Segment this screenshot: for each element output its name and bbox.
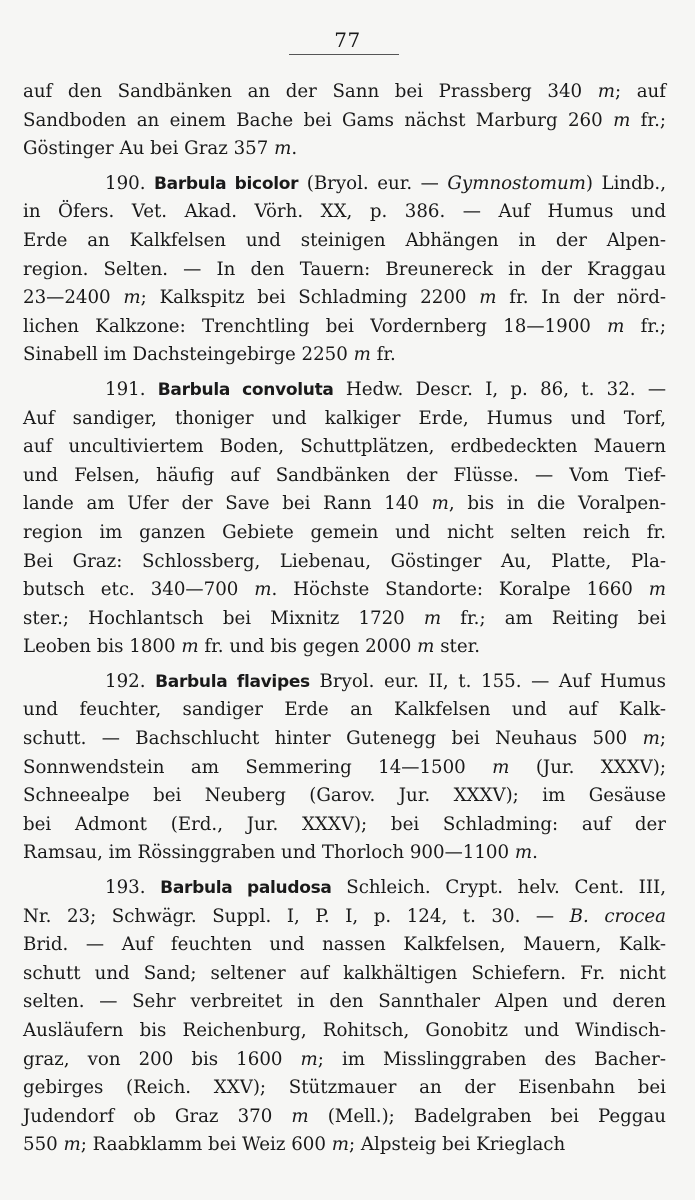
text-line [23,376,666,405]
text-line [23,256,666,285]
text-run: auf uncultiviertem Boden, Schuttplätzen, erdbedeckten Mauern [23,436,666,458]
italic-text: m [291,1105,309,1127]
text-line [23,78,666,107]
text-line [23,811,666,840]
text-line [23,548,666,577]
italic-text: m [331,1134,349,1156]
text-run: gebirges (Reich. XXV); Stützmauer an der Eisenbahn bei [23,1077,666,1099]
text-run: ) Lindb., [585,172,666,194]
text-line [23,227,666,256]
text-line [23,198,666,227]
text-line [23,782,666,811]
text-run: 192. [105,670,156,692]
italic-text: m [613,109,631,131]
text-run: ; auf [614,81,666,102]
text-run: Sinabell im Dachsteingebirge 2250 [23,344,354,366]
italic-text: m [274,138,292,160]
text-line [23,576,666,605]
text-line [23,633,666,662]
text-line [23,405,666,434]
text-run: ster.; Hochlantsch bei Mixnitz 1720 [23,607,424,629]
text-run: und Felsen, häufig auf Sandbänken der Flüsse. — Vom Tief- [23,464,666,486]
text-run: 190. [105,172,155,194]
italic-text: m [492,756,510,778]
text-line [23,960,666,989]
text-run: (Mell.); Badelgraben bei Peggau [308,1105,666,1127]
italic-text: m [642,728,660,750]
text-run: selten. — Sehr verbreitet in den Sannthaler Alpen und deren [23,991,666,1013]
text-line [23,170,666,199]
species-entry-190 [23,170,666,370]
text-run: ster. [434,636,481,658]
text-line [23,313,666,342]
text-line [23,725,666,754]
text-run: und feuchter, sandiger Erde an Kalkfelsen und auf Kalk- [23,699,666,721]
text-line [23,754,666,783]
text-run: auf den Sandbänken an der Sann bei Prassberg 340 [23,81,598,102]
text-line [23,284,666,313]
text-run: (Bryol. eur. — [298,172,448,194]
text-run: Nr. 23; Schwägr. Suppl. I, P. I, p. 124, t. 30. — [23,905,570,927]
text-run: Judendorf ob Graz 370 [23,1105,292,1127]
header-rule [289,54,399,55]
text-run: Sandboden an einem Bache bei Gams nächst Marburg 260 [23,109,614,131]
text-run: Schneealpe bei Neuberg (Garov. Jur. XXXV); im Gesäuse [23,785,666,807]
italic-text: m [123,287,141,309]
text-run: fr.; [624,315,666,337]
text-line [23,135,666,164]
species-entry-192 [23,668,666,868]
text-run: butsch etc. 340—700 [23,579,255,601]
species-entry-191 [23,376,666,662]
italic-text: B. crocea [569,905,666,927]
text-run: ; Kalkspitz bei Schladming 2200 [140,287,480,309]
italic-text: m [254,579,272,601]
text-run: Sonnwendstein am Semmering 14—1500 [23,756,493,778]
text-run: . [291,138,298,160]
text-run: fr. [370,344,396,366]
text-run: ; im Misslinggraben des Bacher- [317,1048,666,1070]
text-run: Bei Graz: Schlossberg, Liebenau, Göstinger Au, Platte, Pla- [23,550,666,572]
text-run: 191. [105,378,158,400]
text-run: Schleich. Crypt. helv. Cent. III, [331,877,666,899]
italic-text: m [423,607,442,629]
text-run: Ramsau, im Rössinggraben und Thorloch 900—1100 [23,842,515,864]
species-entry-193 [23,874,666,1160]
text-run: Ausläufern bis Reichenburg, Rohitsch, Gonobitz und Windisch- [23,1020,666,1041]
text-run: . [532,842,538,864]
text-run: Bryol. eur. II, t. 155. — Auf Humus [309,670,666,692]
italic-text: m [181,636,199,658]
text-run: region. Selten. — In den Tauern: Breunereck in der Kraggau [23,258,666,280]
text-run: Auf sandiger, thoniger und kalkiger Erde, Humus und Torf, [23,407,666,429]
italic-text: Gymnostomum [447,172,586,194]
italic-text: m [514,842,533,864]
text-run: Erde an Kalkfelsen und steinigen Abhängen in der Alpen- [23,229,666,251]
text-line [23,462,666,491]
text-line [23,839,666,868]
text-run: graz, von 200 bis 1600 [23,1048,301,1070]
species-name: Barbula flavipes [155,671,310,692]
text-line [23,519,666,548]
text-run: . Höchste Standorte: Koralpe 1660 [271,579,649,601]
text-run: (Jur. XXXV); [509,756,667,778]
text-run: Göstinger Au bei Graz 357 [23,138,275,160]
page-body [23,78,666,1166]
text-run: 23—2400 [23,287,124,309]
text-run: Brid. — Auf feuchten und nassen Kalkfelsen, Mauern, Kalk- [23,934,666,956]
text-run: ; [659,728,666,750]
text-run: region im ganzen Gebiete gemein und nicht selten reich fr. [23,521,666,543]
page-number: 77 [334,28,361,52]
text-line [23,1046,666,1075]
text-line [23,668,666,697]
text-run: ; Raabklamm bei Weiz 600 [80,1134,332,1156]
italic-text: m [63,1134,81,1156]
text-line [23,605,666,634]
text-run: fr. In der nörd- [496,287,666,309]
text-line [23,931,666,960]
text-run: fr. und bis gegen 2000 [198,636,418,658]
text-run: 193. [105,877,161,899]
text-line [23,874,666,903]
text-run: fr.; am Reiting bei [441,607,667,629]
text-run: Hedw. Descr. I, p. 86, t. 32. — [333,378,667,400]
text-run: fr.; [630,109,666,131]
text-line [23,490,666,519]
text-line [23,1131,666,1160]
text-line [23,1103,666,1132]
species-name: Barbula convoluta [157,379,334,400]
text-run: lande am Ufer der Save bei Rann 140 [23,493,432,515]
species-name: Barbula paludosa [160,878,332,899]
text-line [23,696,666,725]
species-name: Barbula bicolor [154,173,299,194]
italic-text: m [417,636,435,658]
text-run: in Öfers. Vet. Akad. Vörh. XX, p. 386. — Auf Humus und [23,201,666,223]
text-line [23,903,666,932]
italic-text: m [300,1048,318,1070]
continued-paragraph [23,78,666,164]
italic-text: m [353,344,371,366]
text-run: bei Admont (Erd., Jur. XXXV); bei Schladming: auf der [23,813,666,835]
italic-text: m [479,287,497,309]
italic-text: m [431,493,449,515]
text-line [23,107,666,136]
italic-text: m [648,579,666,601]
text-run: schutt und Sand; seltener auf kalkhältigen Schiefern. Fr. nicht [23,962,666,984]
text-line [23,341,666,370]
text-line [23,1074,666,1103]
italic-text: m [607,315,625,337]
italic-text: m [597,81,615,102]
text-line [23,988,666,1017]
text-run: ; Alpsteig bei Krieglach [348,1134,566,1156]
text-line [23,433,666,462]
text-line [23,1017,666,1046]
text-run: 550 [23,1134,64,1156]
text-run: lichen Kalkzone: Trenchtling bei Vordernberg 18—1900 [23,315,608,337]
text-run: , bis in die Voralpen- [448,493,666,515]
text-run: Leoben bis 1800 [23,636,182,658]
text-run: schutt. — Bachschlucht hinter Gutenegg bei Neuhaus 500 [23,728,643,750]
